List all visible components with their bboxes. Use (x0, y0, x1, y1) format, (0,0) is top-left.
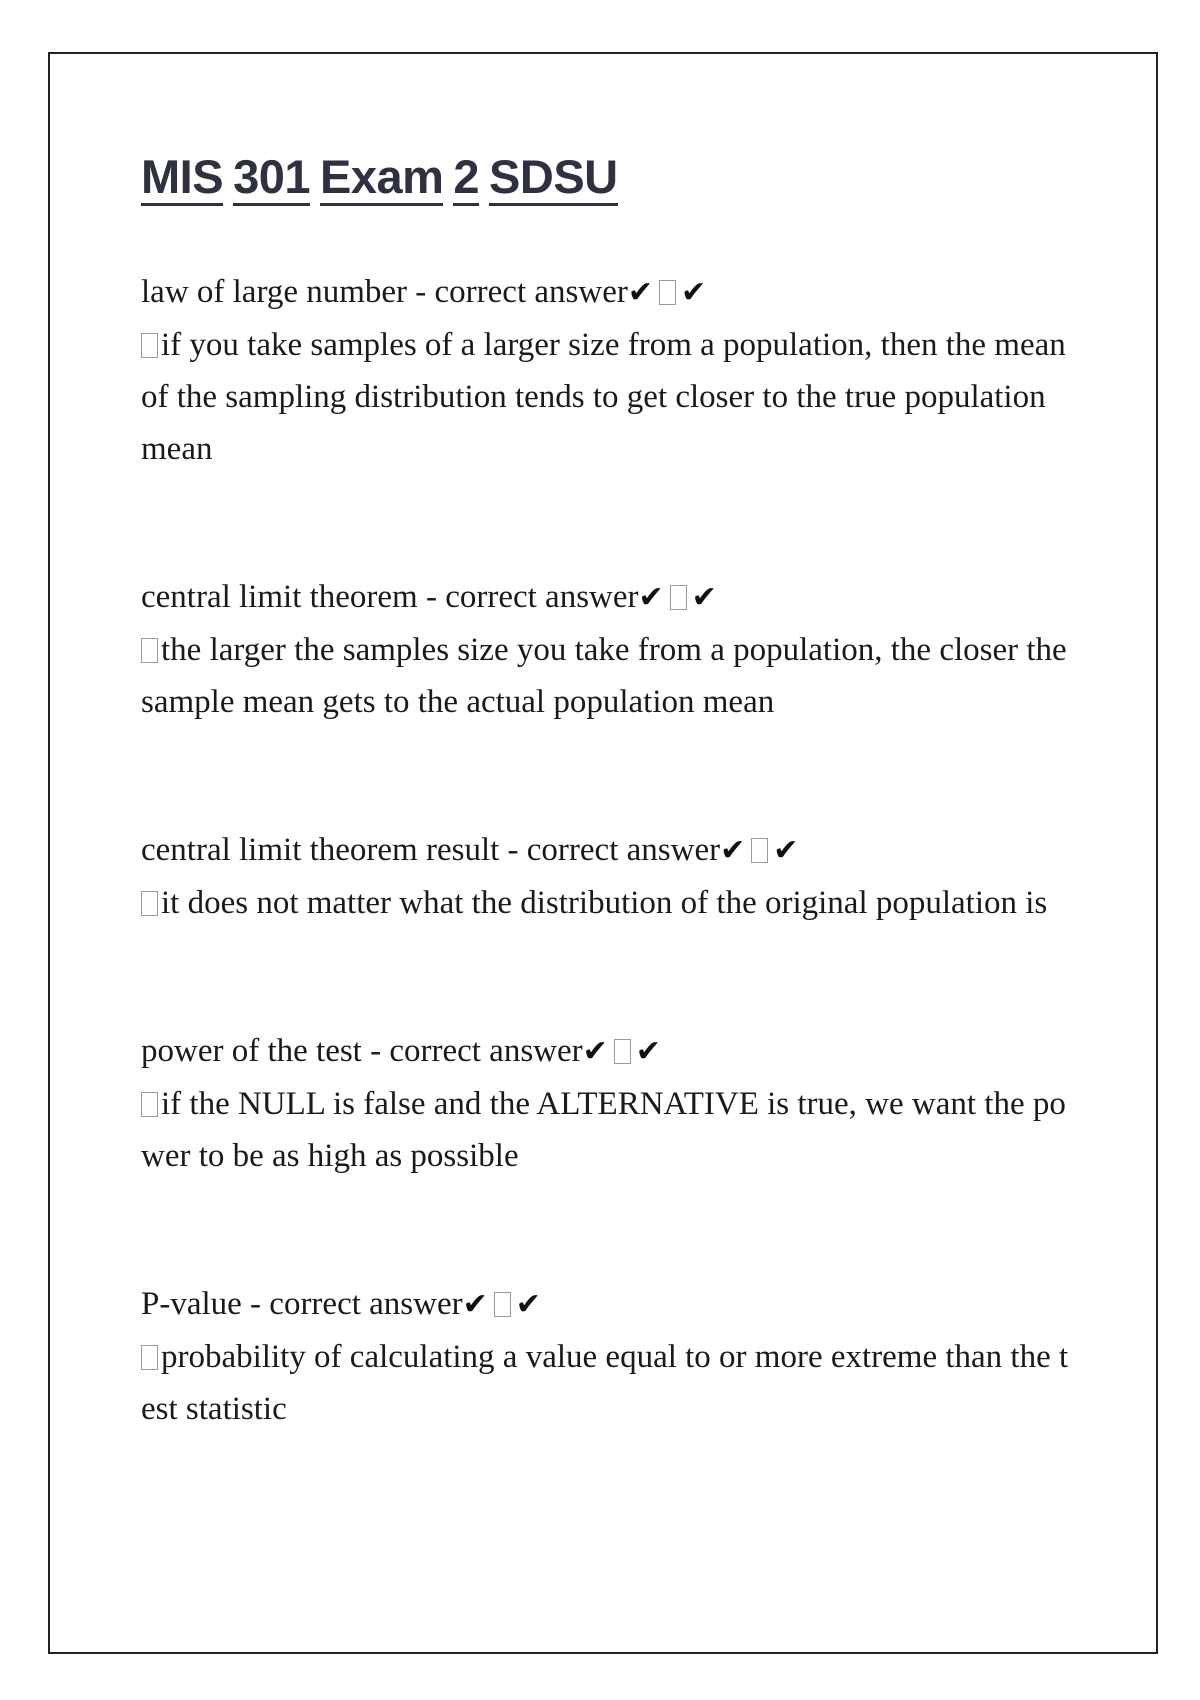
missing-glyph-box (659, 280, 676, 305)
check-icon: ✔ (773, 832, 799, 868)
document-title (141, 150, 1076, 206)
check-icon: ✔ (627, 274, 653, 310)
term-text: P-value - correct answer (141, 1285, 463, 1322)
title-word: Exam (320, 151, 443, 206)
missing-glyph-box (614, 1039, 631, 1064)
qa-entry (141, 571, 1076, 728)
term-text: power of the test - correct answer (141, 1032, 583, 1069)
qa-entry (141, 266, 1076, 475)
title-word: SDSU (489, 151, 618, 206)
check-icon: ✔ (691, 579, 717, 615)
missing-glyph-box (141, 638, 158, 663)
check-icon: ✔ (635, 1033, 661, 1069)
missing-glyph-box (141, 891, 158, 916)
missing-glyph-box (141, 1092, 158, 1117)
document-content (141, 150, 1076, 1531)
check-icon: ✔ (582, 1033, 608, 1069)
missing-glyph-box (141, 333, 158, 358)
title-word: 2 (453, 151, 479, 206)
answer-text: it does not matter what the distribution of the original population is (161, 884, 1048, 921)
check-icon: ✔ (638, 579, 664, 615)
qa-entry (141, 1025, 1076, 1182)
term-text: central limit theorem - correct answer (141, 578, 639, 615)
check-icon: ✔ (462, 1286, 488, 1322)
check-icon: ✔ (680, 274, 707, 310)
missing-glyph-box (670, 585, 687, 610)
qa-entry (141, 824, 1076, 929)
title-word: MIS (141, 151, 223, 206)
answer-text: if the NULL is false and the ALTERNATIVE is true, we want the power to be as high as possible (141, 1085, 1066, 1174)
missing-glyph-box (141, 1345, 158, 1370)
qa-entry (141, 1278, 1076, 1435)
answer-text: if you take samples of a larger size from a population, then the mean of the sampling distribution tends to get closer to the true population mean (141, 326, 1066, 467)
term-text: law of large number - correct answer (141, 273, 628, 310)
missing-glyph-box (751, 838, 768, 863)
term-text: central limit theorem result - correct answer (141, 831, 721, 868)
check-icon: ✔ (720, 832, 746, 868)
answer-text: the larger the samples size you take from a population, the closer the sample mean gets to the actual population mean (141, 631, 1067, 720)
title-word: 301 (233, 151, 310, 206)
missing-glyph-box (494, 1292, 511, 1317)
answer-text: probability of calculating a value equal to or more extreme than the test statistic (141, 1338, 1069, 1427)
check-icon: ✔ (515, 1286, 541, 1322)
